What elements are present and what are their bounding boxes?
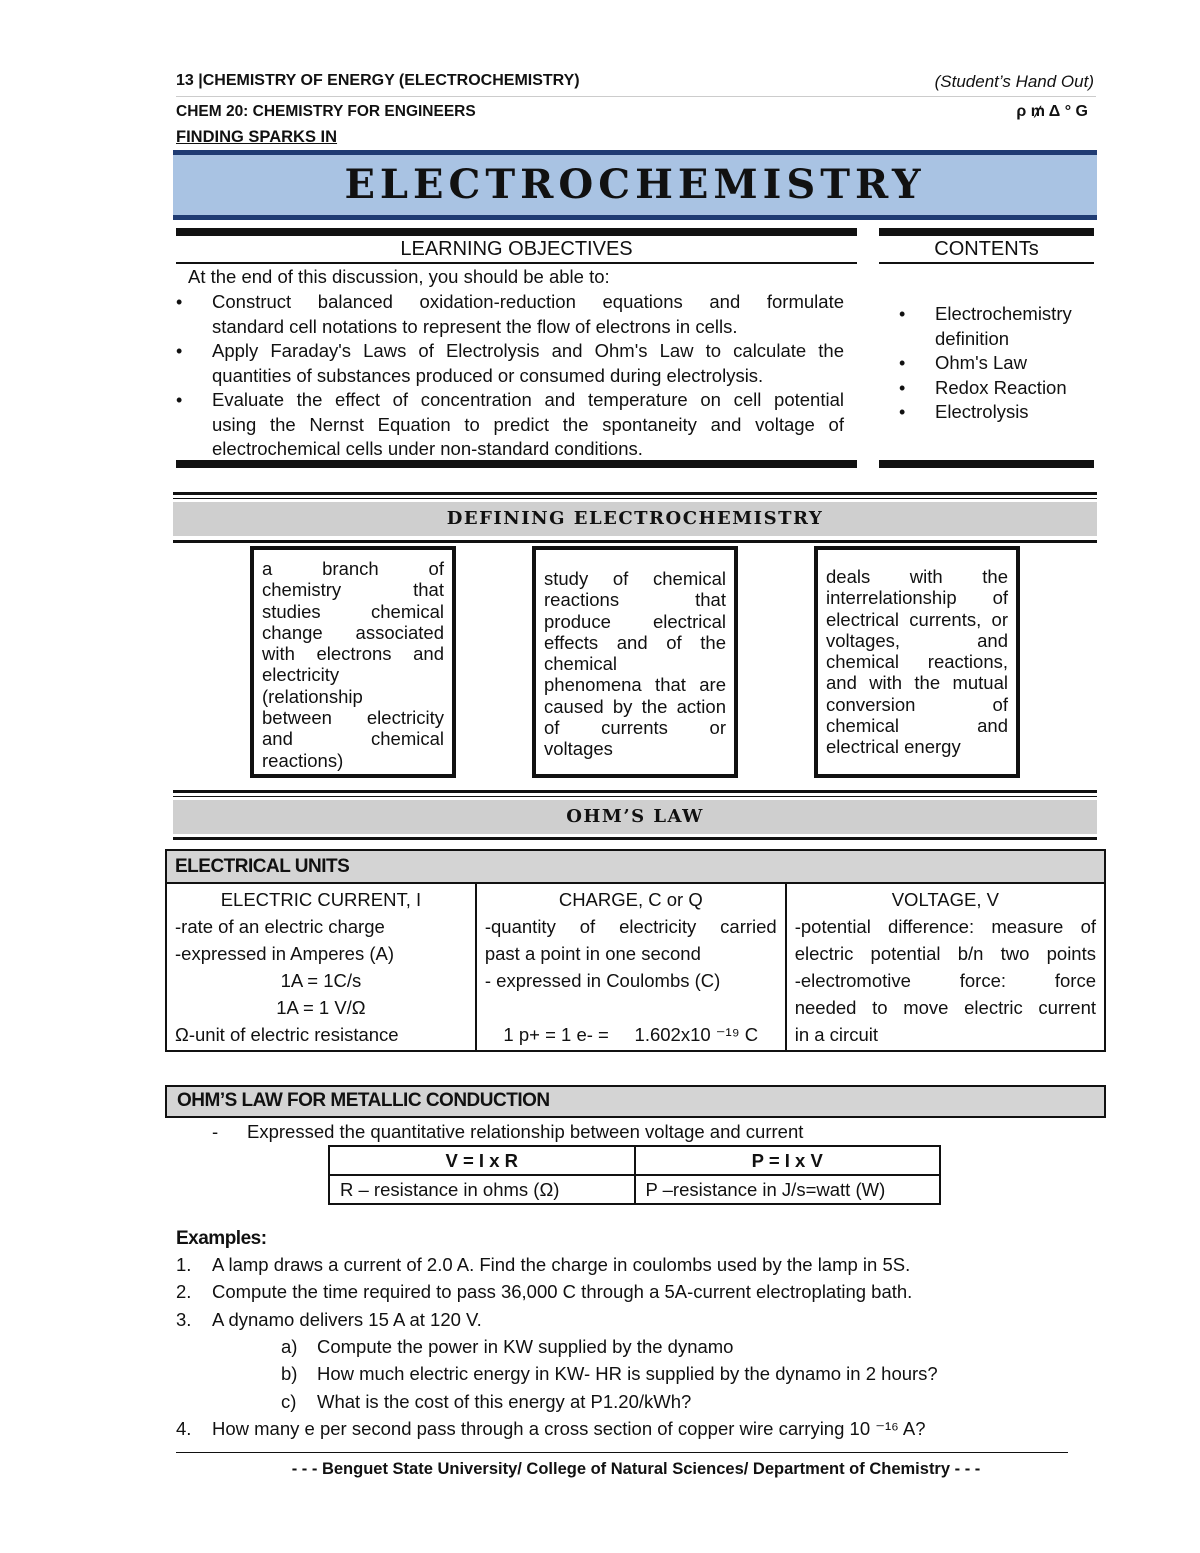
running-header: 13 |CHEMISTRY OF ENERGY (ELECTROCHEMISTRY) [176,72,580,89]
definition-box-3: deals with the interrelationship of electrical currents, or voltages, and chemical reactions, and with the mutual conversion of chemical and electrical energy [814,546,1020,778]
handout-label: (Student’s Hand Out) [934,72,1094,91]
contents-list [899,302,1094,425]
symbols-label: ρ ₥ Δ ° G [1016,103,1088,120]
footer-text: - - - Benguet State University/ College of Natural Sciences/ Department of Chemistry - - - [291,1460,981,1478]
objectives-sub-rule [176,262,857,264]
title-banner [173,150,1097,220]
header-rule [176,96,1096,97]
defining-heading: DEFINING ELECTROCHEMISTRY [173,502,1097,536]
metallic-heading: OHM’S LAW FOR METALLIC CONDUCTION [165,1085,1106,1118]
contents-item: • Electrochemistry definition [899,302,1094,351]
objective-item: • Evaluate the effect of concentration and temperature on cell potential using the Nernst Equation to predict the spontaneity and voltage of electrochemical cells under non-standard conditions. [176,388,844,462]
example-subitem: c) What is the cost of this energy at P1.20/kWh? [281,1390,692,1412]
ohms-equation: V = I x R [329,1146,635,1175]
objectives-intro: At the end of this discussion, you should be able to: [188,266,610,287]
voltage-column: VOLTAGE, V -potential difference: measure of electric potential b/n two points -electromotive force: force needed to move electric current in a circuit [786,883,1105,1051]
subtitle: FINDING SPARKS IN [176,128,338,146]
course-title: CHEM 20: CHEMISTRY FOR ENGINEERS [176,103,476,120]
definition-box-1: a branch of chemistry that studies chemical change associated with electrons and electricity (relationship between electricity and chemical reactions) [250,546,456,778]
defining-rule-top [173,492,1097,495]
charge-column: CHARGE, C or Q -quantity of electricity carried past a point in one second - expressed in Coulombs (C) 1 p+ = 1 e- = 1.602x10 ⁻¹⁹ C [476,883,786,1051]
resistance-description: R – resistance in ohms (Ω) [329,1175,635,1204]
objectives-heading: LEARNING OBJECTIVES [400,238,633,260]
banner-title: ELECTROCHEMISTRY [344,161,926,208]
electrical-units-table [165,849,1106,1052]
examples-heading: Examples: [176,1228,267,1249]
ohms-rule-top-2 [173,796,1097,797]
contents-item: • Redox Reaction [899,376,1094,401]
contents-item: • Electrolysis [899,400,1094,425]
example-item: 4. How many e per second pass through a cross section of copper wire carrying 10 ⁻¹⁶ A? [176,1418,926,1439]
ohms-rule-bottom [173,837,1097,840]
ohms-rule-top [173,790,1097,793]
metallic-note: Expressed the quantitative relationship between voltage and current [247,1121,804,1142]
example-subitem: b) How much electric energy in KW- HR is supplied by the dynamo in 2 hours? [281,1363,938,1385]
definition-box-2: study of chemical reactions that produce electrical effects and of the chemical phenomena that are caused by the action of currents or voltages [532,546,738,778]
objectives-top-rule [176,228,857,236]
equation-table [328,1145,941,1205]
examples-list-end [176,1415,1096,1442]
current-column: ELECTRIC CURRENT, I -rate of an electric charge -expressed in Amperes (A) 1A = 1C/s 1A = 1 V/Ω Ω-unit of electric resistance [166,883,476,1051]
metallic-dash: - [212,1121,219,1142]
examples-list [176,1251,1096,1333]
footer-rule [176,1452,1068,1453]
defining-rule-top-2 [173,498,1097,499]
defining-rule-bottom [173,540,1097,543]
contents-heading: CONTENTs [934,238,1039,260]
contents-sub-rule [879,262,1094,264]
objectives-bottom-rule [176,460,857,468]
contents-top-rule [879,228,1094,236]
example-subitem: a) Compute the power in KW supplied by the dynamo [281,1336,734,1357]
example-item: 2. Compute the time required to pass 36,000 C through a 5A-current electroplating bath. [176,1281,913,1303]
objective-item: • Construct balanced oxidation-reduction equations and formulate standard cell notations to represent the flow of electrons in cells. [176,290,844,339]
power-equation: P = I x V [635,1146,941,1175]
objective-item: • Apply Faraday's Laws of Electrolysis and Ohm's Law to calculate the quantities of substances produced or consumed during electrolysis. [176,339,844,388]
power-description: P –resistance in J/s=watt (W) [635,1175,941,1204]
contents-item: • Ohm's Law [899,351,1094,376]
examples-sublist [176,1333,1096,1415]
units-heading: ELECTRICAL UNITS [166,850,1105,883]
objectives-list [176,290,844,462]
example-item: 3. A dynamo delivers 15 A at 120 V. [176,1308,482,1330]
contents-bottom-rule [879,460,1094,468]
ohms-heading: OHM’S LAW [173,800,1097,834]
example-item: 1. A lamp draws a current of 2.0 A. Find the charge in coulombs used by the lamp in 5S. [176,1254,911,1275]
